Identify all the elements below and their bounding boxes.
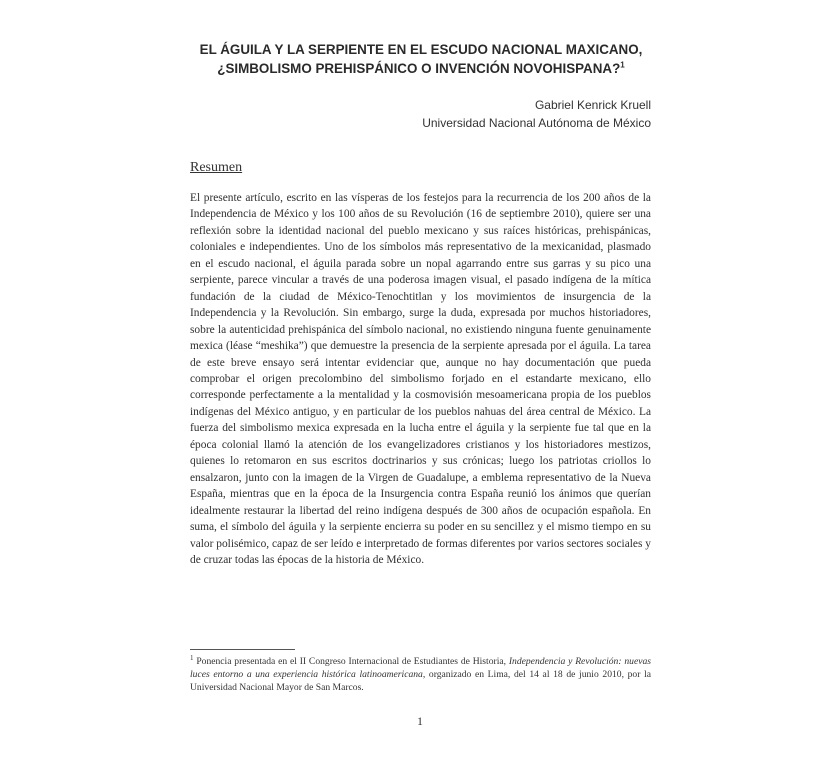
author-affiliation: Universidad Nacional Autónoma de México — [422, 116, 651, 130]
paper-title — [190, 40, 652, 78]
title-line-2 — [190, 59, 652, 78]
footnote-text-after: , organizado en Lima, del 14 al 18 de junio 2010, por la Universidad Nacional Mayor de San Marcos. — [190, 669, 651, 693]
author-name: Gabriel Kenrick Kruell — [534, 98, 651, 112]
title-footnote-mark: 1 — [620, 60, 625, 70]
title-line-2-text: ¿SIMBOLISMO PREHISPÁNICO O INVENCIÓN NOVOHISPANA? — [217, 61, 621, 76]
footnote — [190, 655, 651, 694]
footnote-divider — [190, 649, 295, 650]
page-number: 1 — [417, 714, 423, 728]
title-line-1: EL ÁGUILA Y LA SERPIENTE EN EL ESCUDO NACIONAL MAXICANO, — [199, 42, 643, 57]
abstract-text: El presente artículo, escrito en las vísperas de los festejos para la recurrencia de los 200 años de la Independencia de México y los 100 años de su Revolución (16 de septiembre 2010), quiere ser una reflexión sobre la identidad nacional del pueblo mexicano y sus raíces históricas, prehispánicas, coloniales e independientes. Uno de los símbolos más representativo de la mexicanidad, plasmado en el escudo nacional, el águila parada sobre un nopal agarrando entre sus garras y su pico una serpiente, parece vincular a través de una poderosa imagen visual, el pasado indígena de la mítica fundación de la ciudad de México-Tenochtitlan y los movimientos de insurgencia de la Independencia y la Revolución. Sin embargo, surge la duda, expresada por muchos historiadores, sobre la autenticidad prehispánica del símbolo nacional, no existiendo ninguna fuente genuinamente mexica (léase “meshika”) que demuestre la presencia de la serpiente apresada por el águila. La tarea de este breve ensayo será intentar evidenciar que, aunque no hay documentación que pueda comprobar el origen precolombino del simbolismo forjado en el estandarte mexicano, ello corresponde perfectamente a la mentalidad y la cosmovisión mesoamericana propia de los pueblos indígenas del México antiguo, y en particular de los pueblos nahuas del área central de México. La fuerza del simbolismo mexica expresada en la lucha entre el águila y la serpiente fue tal que en la época colonial llamó la atención de los evangelizadores cristianos y los historiadores mestizos, quienes lo retomaron en sus escritos doctrinarios y sus crónicas; luego los patriotas criollos lo ensalzaron, junto con la imagen de la Virgen de Guadalupe, a emblema representativo de la Nueva España, mientras que en la época de la Insurgencia contra España reunió los ánimos que querían idealmente restaurar la libertad del reino indígena después de 300 años de ocupación española. En suma, el símbolo del águila y la serpiente encierra su poder en su sencillez y el mismo tiempo en su valor polisémico, capaz de ser leído e interpretado de formas diferentes por varios sectores sociales y de cruzar todas las épocas de la historia de México. — [190, 192, 651, 566]
section-heading: Resumen — [190, 160, 243, 175]
footnote-mark: 1 — [190, 653, 194, 662]
footnote-text-before: Ponencia presentada en el II Congreso Internacional de Estudiantes de Historia, — [193, 656, 509, 667]
author-block — [380, 96, 651, 132]
footnote-italic-title: Independencia y Revolución: nuevas luces entorno a una experiencia histórica latinoamericana — [190, 656, 652, 680]
